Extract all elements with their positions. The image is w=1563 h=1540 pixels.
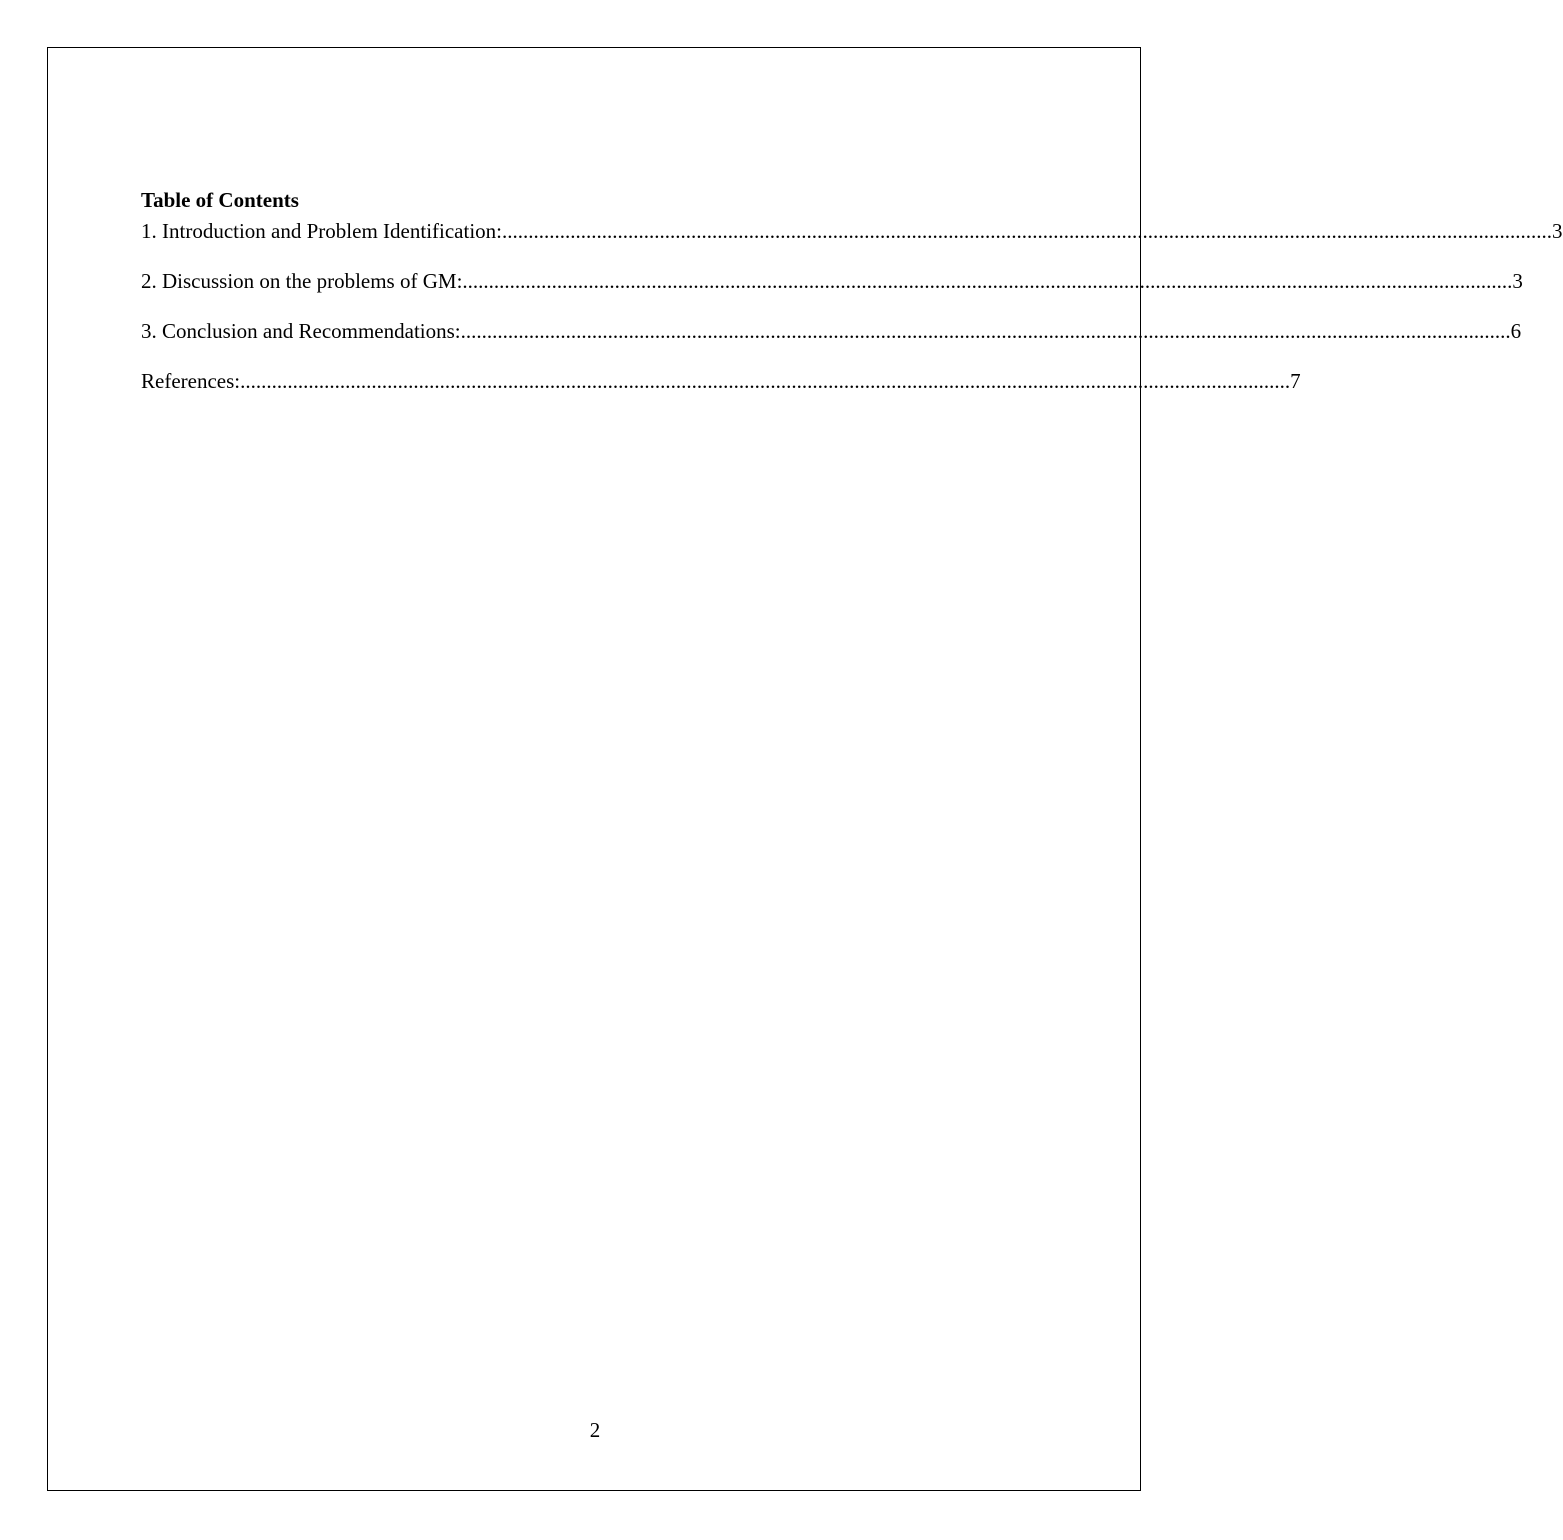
- toc-entry-page: 3: [1552, 219, 1563, 243]
- toc-leader-dots: ........................................................................................................................................................................................................: [240, 369, 1291, 393]
- toc-entry-label: 2. Discussion on the problems of GM:: [141, 269, 463, 293]
- page-number: 2: [589, 1418, 601, 1442]
- toc-leader-dots: ........................................................................................................................................................................................................: [462, 269, 1513, 293]
- toc-entry-label: 1. Introduction and Problem Identification:: [141, 219, 502, 243]
- table-of-contents: [141, 186, 1563, 395]
- toc-entry-references[interactable]: [141, 367, 1301, 395]
- toc-entry-page: 7: [1290, 369, 1301, 393]
- toc-entry-introduction[interactable]: [141, 217, 1563, 245]
- toc-leader-dots: ........................................................................................................................................................................................................: [460, 319, 1511, 343]
- toc-entry-conclusion[interactable]: [141, 317, 1522, 345]
- toc-entry-page: 6: [1510, 319, 1522, 343]
- toc-entry-discussion[interactable]: [141, 267, 1523, 295]
- toc-title: Table of Contents: [141, 188, 299, 212]
- toc-entry-label: References:: [141, 369, 241, 393]
- toc-leader-dots: ........................................................................................................................................................................................................: [502, 219, 1552, 243]
- toc-entry-label: 3. Conclusion and Recommendations:: [141, 319, 461, 343]
- toc-entry-page: 3: [1512, 269, 1523, 293]
